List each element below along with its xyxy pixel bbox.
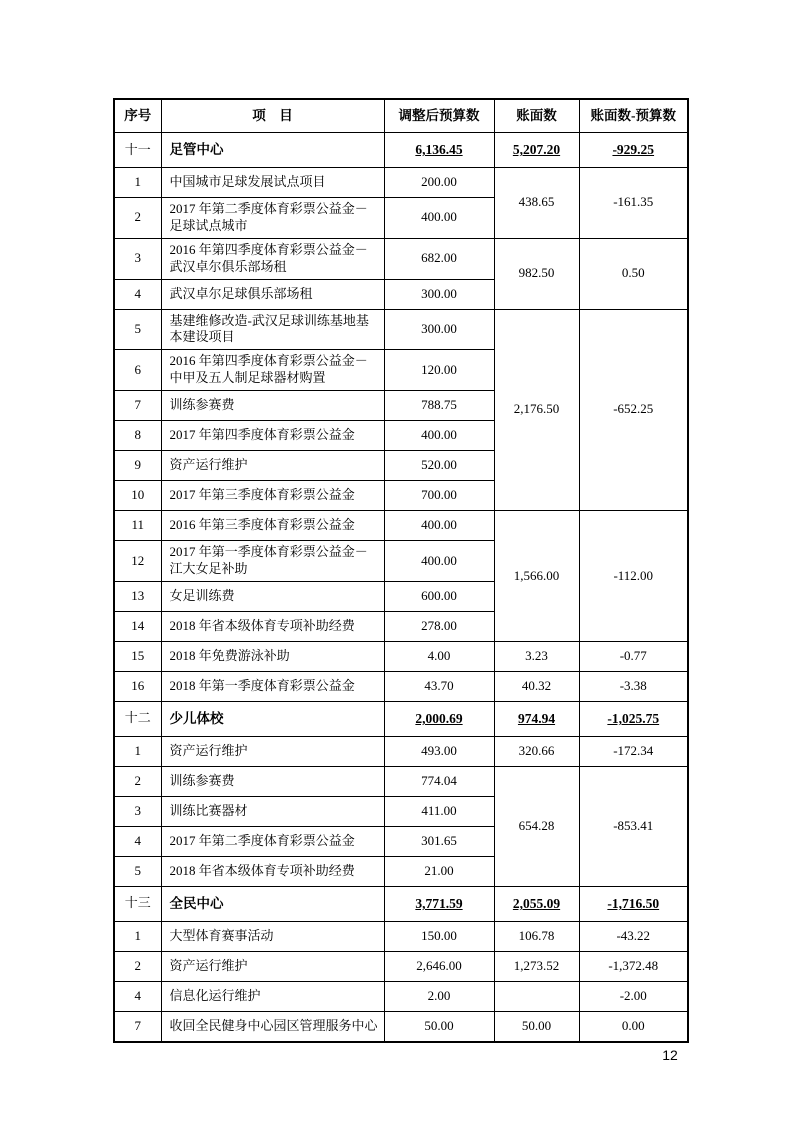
row-no-cell: 15 xyxy=(114,641,161,671)
row-item-cell: 2018 年免费游泳补助 xyxy=(161,641,384,671)
section-diff-cell: -1,716.50 xyxy=(579,886,688,921)
row-budget-cell: 278.00 xyxy=(384,611,494,641)
header-cell-difference: 账面数-预算数 xyxy=(579,99,688,133)
table-header-row xyxy=(114,99,688,133)
header-cell-item: 项 目 xyxy=(161,99,384,133)
row-item-cell: 收回全民健身中心园区管理服务中心 xyxy=(161,1011,384,1042)
row-item-cell: 资产运行维护 xyxy=(161,736,384,766)
row-book-cell: 2,176.50 xyxy=(494,309,579,511)
row-budget-cell: 300.00 xyxy=(384,279,494,309)
row-book-cell: 654.28 xyxy=(494,766,579,886)
row-no-cell: 5 xyxy=(114,309,161,350)
row-diff-cell: -2.00 xyxy=(579,981,688,1011)
row-item-cell: 大型体育赛事活动 xyxy=(161,921,384,951)
row-budget-cell: 493.00 xyxy=(384,736,494,766)
section-index-cell: 十一 xyxy=(114,133,161,168)
row-item-cell: 信息化运行维护 xyxy=(161,981,384,1011)
row-item-cell: 资产运行维护 xyxy=(161,451,384,481)
row-budget-cell: 700.00 xyxy=(384,481,494,511)
row-no-cell: 9 xyxy=(114,451,161,481)
header-cell-book-amount: 账面数 xyxy=(494,99,579,133)
row-book-cell xyxy=(494,981,579,1011)
section-row xyxy=(114,886,688,921)
section-row xyxy=(114,133,688,168)
section-index-cell: 十三 xyxy=(114,886,161,921)
row-diff-cell: -0.77 xyxy=(579,641,688,671)
data-row xyxy=(114,981,688,1011)
row-item-cell: 2018 年省本级体育专项补助经费 xyxy=(161,856,384,886)
header-cell-adjusted-budget: 调整后预算数 xyxy=(384,99,494,133)
row-no-cell: 1 xyxy=(114,168,161,198)
row-no-cell: 2 xyxy=(114,951,161,981)
data-row xyxy=(114,238,688,279)
section-name-cell: 足管中心 xyxy=(161,133,384,168)
row-budget-cell: 520.00 xyxy=(384,451,494,481)
row-budget-cell: 788.75 xyxy=(384,391,494,421)
row-budget-cell: 600.00 xyxy=(384,581,494,611)
row-book-cell: 106.78 xyxy=(494,921,579,951)
section-diff-cell: -929.25 xyxy=(579,133,688,168)
row-item-cell: 基建维修改造-武汉足球训练基地基本建设项目 xyxy=(161,309,384,350)
row-budget-cell: 2,646.00 xyxy=(384,951,494,981)
row-item-cell: 训练参赛费 xyxy=(161,766,384,796)
row-no-cell: 5 xyxy=(114,856,161,886)
data-row xyxy=(114,168,688,198)
row-book-cell: 438.65 xyxy=(494,168,579,239)
row-no-cell: 7 xyxy=(114,1011,161,1042)
row-item-cell: 2017 年第四季度体育彩票公益金 xyxy=(161,421,384,451)
row-item-cell: 2017 年第一季度体育彩票公益金－江大女足补助 xyxy=(161,541,384,582)
row-book-cell: 320.66 xyxy=(494,736,579,766)
row-diff-cell: -43.22 xyxy=(579,921,688,951)
row-budget-cell: 50.00 xyxy=(384,1011,494,1042)
row-item-cell: 2016 年第四季度体育彩票公益金－中甲及五人制足球器材购置 xyxy=(161,350,384,391)
row-item-cell: 资产运行维护 xyxy=(161,951,384,981)
row-no-cell: 4 xyxy=(114,826,161,856)
row-item-cell: 2016 年第四季度体育彩票公益金－武汉卓尔俱乐部场租 xyxy=(161,238,384,279)
section-row xyxy=(114,701,688,736)
row-item-cell: 训练比赛器材 xyxy=(161,796,384,826)
row-diff-cell: 0.50 xyxy=(579,238,688,309)
row-item-cell: 中国城市足球发展试点项目 xyxy=(161,168,384,198)
row-no-cell: 2 xyxy=(114,766,161,796)
row-budget-cell: 4.00 xyxy=(384,641,494,671)
row-book-cell: 50.00 xyxy=(494,1011,579,1042)
row-budget-cell: 682.00 xyxy=(384,238,494,279)
row-budget-cell: 120.00 xyxy=(384,350,494,391)
section-diff-cell: -1,025.75 xyxy=(579,701,688,736)
data-row xyxy=(114,511,688,541)
header-cell-no: 序号 xyxy=(114,99,161,133)
row-budget-cell: 400.00 xyxy=(384,511,494,541)
row-book-cell: 982.50 xyxy=(494,238,579,309)
row-budget-cell: 200.00 xyxy=(384,168,494,198)
row-no-cell: 14 xyxy=(114,611,161,641)
row-budget-cell: 150.00 xyxy=(384,921,494,951)
row-book-cell: 40.32 xyxy=(494,671,579,701)
row-no-cell: 4 xyxy=(114,981,161,1011)
row-diff-cell: -112.00 xyxy=(579,511,688,642)
row-diff-cell: -3.38 xyxy=(579,671,688,701)
data-row xyxy=(114,309,688,350)
data-row xyxy=(114,641,688,671)
data-row xyxy=(114,736,688,766)
row-no-cell: 13 xyxy=(114,581,161,611)
section-budget-cell: 6,136.45 xyxy=(384,133,494,168)
row-no-cell: 3 xyxy=(114,796,161,826)
row-diff-cell: 0.00 xyxy=(579,1011,688,1042)
row-budget-cell: 400.00 xyxy=(384,541,494,582)
row-item-cell: 2018 年省本级体育专项补助经费 xyxy=(161,611,384,641)
section-name-cell: 少儿体校 xyxy=(161,701,384,736)
row-budget-cell: 400.00 xyxy=(384,421,494,451)
section-budget-cell: 2,000.69 xyxy=(384,701,494,736)
page-number: 12 xyxy=(662,1047,678,1063)
row-item-cell: 2017 年第二季度体育彩票公益金 xyxy=(161,826,384,856)
row-item-cell: 2018 年第一季度体育彩票公益金 xyxy=(161,671,384,701)
table-body xyxy=(114,133,688,1042)
row-budget-cell: 300.00 xyxy=(384,309,494,350)
row-book-cell: 1,273.52 xyxy=(494,951,579,981)
section-name-cell: 全民中心 xyxy=(161,886,384,921)
row-no-cell: 4 xyxy=(114,279,161,309)
data-row xyxy=(114,921,688,951)
row-budget-cell: 301.65 xyxy=(384,826,494,856)
section-book-cell: 974.94 xyxy=(494,701,579,736)
row-item-cell: 2016 年第三季度体育彩票公益金 xyxy=(161,511,384,541)
row-budget-cell: 400.00 xyxy=(384,198,494,239)
row-no-cell: 12 xyxy=(114,541,161,582)
row-diff-cell: -172.34 xyxy=(579,736,688,766)
section-book-cell: 5,207.20 xyxy=(494,133,579,168)
row-diff-cell: -853.41 xyxy=(579,766,688,886)
row-diff-cell: -652.25 xyxy=(579,309,688,511)
row-budget-cell: 21.00 xyxy=(384,856,494,886)
row-budget-cell: 2.00 xyxy=(384,981,494,1011)
row-diff-cell: -1,372.48 xyxy=(579,951,688,981)
row-item-cell: 训练参赛费 xyxy=(161,391,384,421)
row-no-cell: 3 xyxy=(114,238,161,279)
row-item-cell: 2017 年第三季度体育彩票公益金 xyxy=(161,481,384,511)
section-index-cell: 十二 xyxy=(114,701,161,736)
data-row xyxy=(114,1011,688,1042)
row-book-cell: 1,566.00 xyxy=(494,511,579,642)
data-row xyxy=(114,766,688,796)
row-no-cell: 1 xyxy=(114,921,161,951)
row-no-cell: 11 xyxy=(114,511,161,541)
row-budget-cell: 774.04 xyxy=(384,766,494,796)
data-row xyxy=(114,671,688,701)
row-no-cell: 10 xyxy=(114,481,161,511)
row-no-cell: 2 xyxy=(114,198,161,239)
section-budget-cell: 3,771.59 xyxy=(384,886,494,921)
row-book-cell: 3.23 xyxy=(494,641,579,671)
row-no-cell: 6 xyxy=(114,350,161,391)
row-diff-cell: -161.35 xyxy=(579,168,688,239)
row-budget-cell: 411.00 xyxy=(384,796,494,826)
data-row xyxy=(114,951,688,981)
row-no-cell: 7 xyxy=(114,391,161,421)
row-item-cell: 武汉卓尔足球俱乐部场租 xyxy=(161,279,384,309)
section-book-cell: 2,055.09 xyxy=(494,886,579,921)
budget-table xyxy=(113,98,689,1043)
row-budget-cell: 43.70 xyxy=(384,671,494,701)
row-no-cell: 8 xyxy=(114,421,161,451)
row-no-cell: 16 xyxy=(114,671,161,701)
row-item-cell: 女足训练费 xyxy=(161,581,384,611)
row-no-cell: 1 xyxy=(114,736,161,766)
row-item-cell: 2017 年第二季度体育彩票公益金－足球试点城市 xyxy=(161,198,384,239)
